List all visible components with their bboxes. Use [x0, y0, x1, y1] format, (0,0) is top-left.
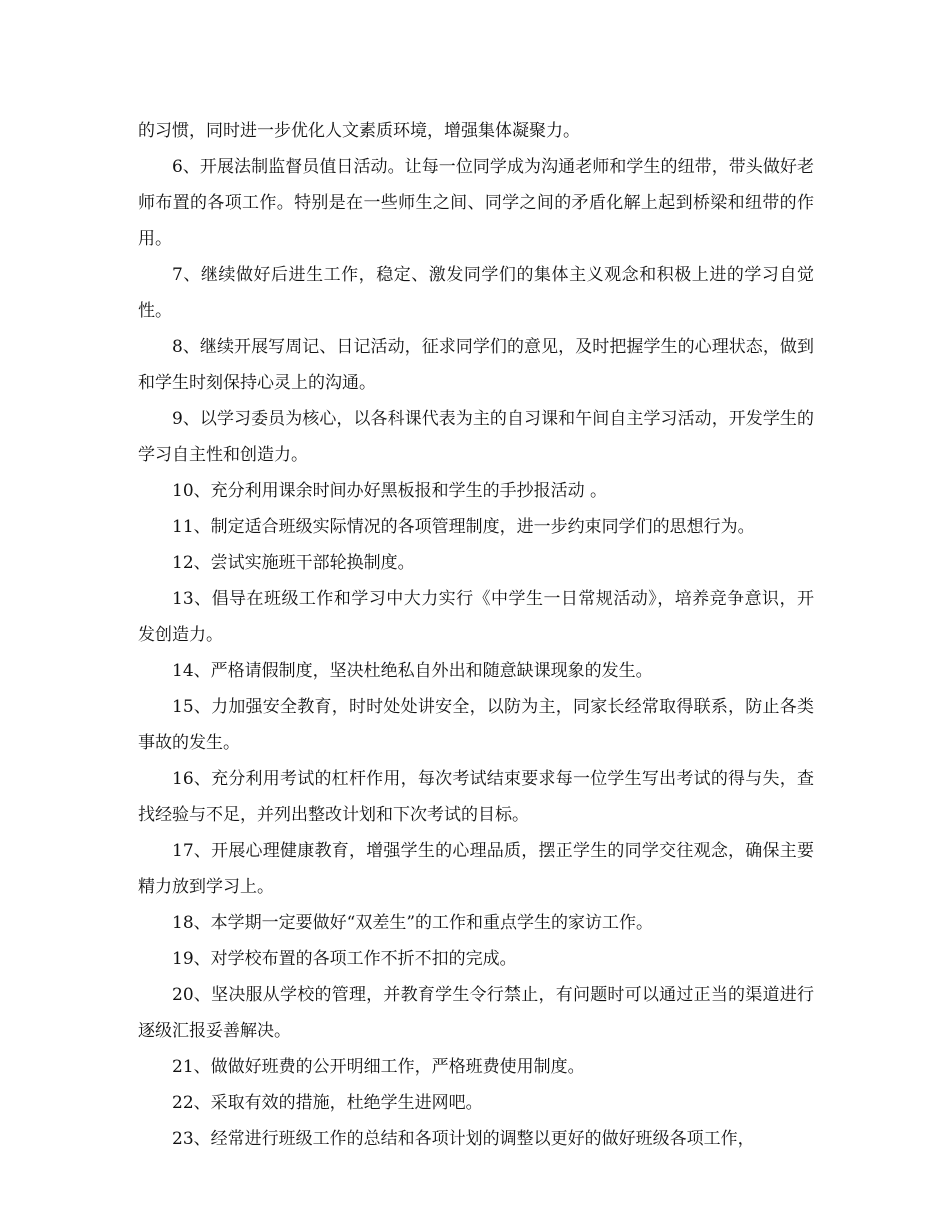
- paragraph-item-22: 22、采取有效的措施，杜绝学生进网吧。: [172, 1093, 483, 1113]
- document-body: [138, 113, 814, 1157]
- paragraph-item-11: 11、制定适合班级实际情况的各项管理制度，进一步约束同学们的思想行为。: [172, 517, 755, 537]
- paragraph-item-14: 14、严格请假制度，坚决杜绝私自外出和随意缺课现象的发生。: [172, 661, 653, 681]
- paragraph-item-9: 9、以学习委员为核心，以各科课代表为主的自习课和午间自主学习活动，开发学生的学习自主性和创造力。: [138, 409, 814, 465]
- paragraph-item-13: 13、倡导在班级工作和学习中大力实行《中学生一日常规活动》，培养竞争意识，开发创造力。: [138, 589, 814, 645]
- paragraph-item-10: 10、充分利用课余时间办好黑板报和学生的手抄报活动 。: [172, 481, 608, 501]
- paragraph-item-15: 15、力加强安全教育，时时处处讲安全，以防为主，同家长经常取得联系，防止各类事故的发生。: [138, 697, 814, 753]
- paragraph-item-17: 17、开展心理健康教育，增强学生的心理品质，摆正学生的同学交往观念，确保主要精力放到学习上。: [138, 841, 814, 897]
- paragraph-item-8: 8、继续开展写周记、日记活动，征求同学们的意见，及时把握学生的心理状态，做到和学生时刻保持心灵上的沟通。: [138, 337, 814, 393]
- paragraph-item-19: 19、对学校布置的各项工作不折不扣的完成。: [172, 949, 517, 969]
- paragraph-item-6: 6、开展法制监督员值日活动。让每一位同学成为沟通老师和学生的纽带，带头做好老师布置的各项工作。特别是在一些师生之间、同学之间的矛盾化解上起到桥梁和纽带的作用。: [138, 157, 814, 249]
- paragraph-item-7: 7、继续做好后进生工作，稳定、激发同学们的集体主义观念和积极上进的学习自觉性。: [138, 265, 814, 321]
- paragraph-continuation: 的习惯，同时进一步优化人文素质环境，增强集体凝聚力。: [138, 121, 580, 141]
- paragraph-item-20: 20、坚决服从学校的管理，并教育学生令行禁止，有问题时可以通过正当的渠道进行逐级汇报妥善解决。: [138, 985, 814, 1041]
- paragraph-item-18: 18、本学期一定要做好“双差生”的工作和重点学生的家访工作。: [172, 913, 654, 933]
- paragraph-item-16: 16、充分利用考试的杠杆作用，每次考试结束要求每一位学生写出考试的得与失，查找经验与不足，并列出整改计划和下次考试的目标。: [138, 769, 814, 825]
- paragraph-item-23: 23、经常进行班级工作的总结和各项计划的调整以更好的做好班级各项工作，: [172, 1129, 755, 1149]
- paragraph-item-21: 21、做做好班费的公开明细工作，严格班费使用制度。: [172, 1057, 585, 1077]
- paragraph-item-12: 12、尝试实施班干部轮换制度。: [172, 553, 415, 573]
